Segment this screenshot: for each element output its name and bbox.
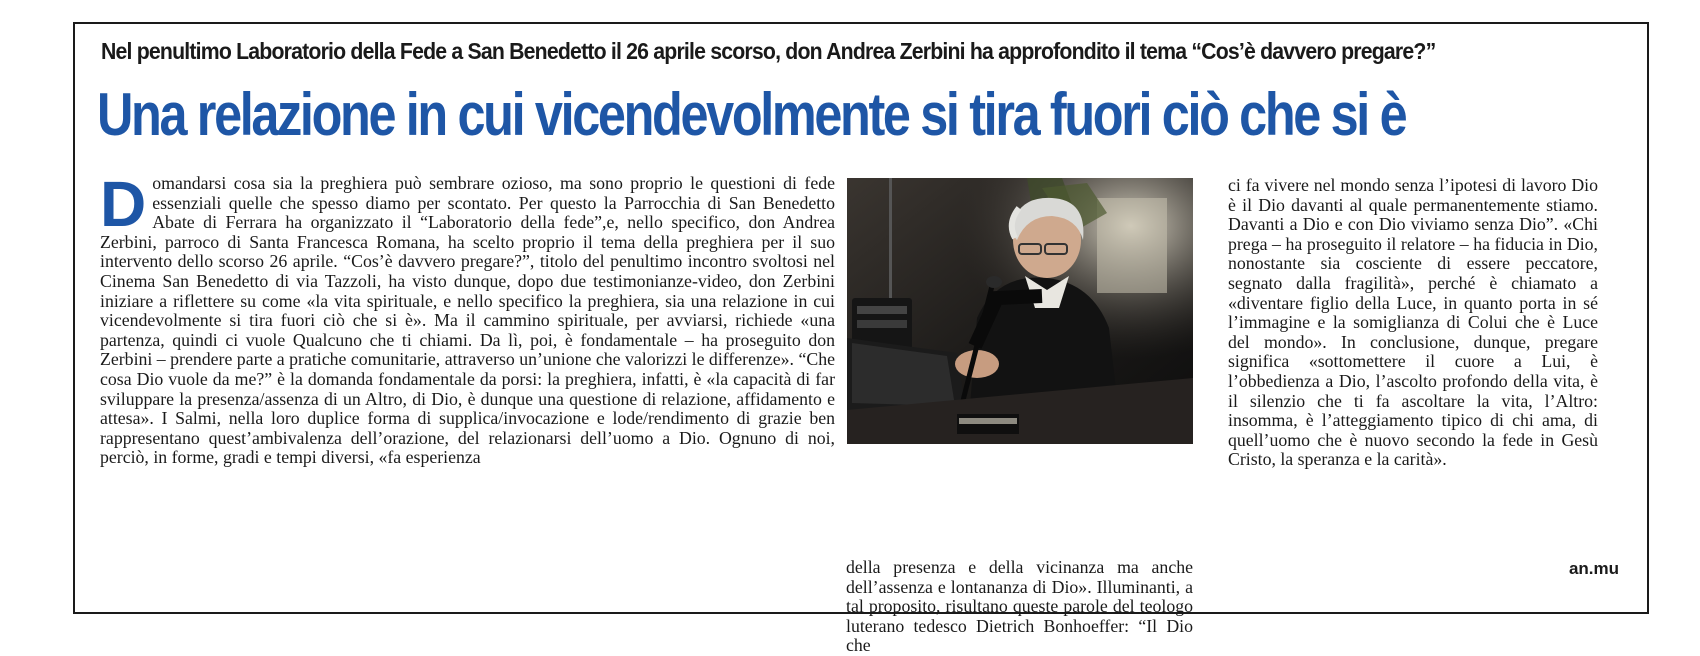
column-3-text: ci fa vivere nel mondo senza l’ipotesi di lavoro Dio è il Dio davanti al quale permanentemente stiamo. Davanti a Dio e con Dio viviamo senza Dio”. «Chi prega – ha proseguito il relatore – ha fiducia in Dio, nonostante sia cosciente di essere peccatore, segnato dalla fragilità», perché è chiamato a «diventare figlio della Luce, in quanto porta in sé l’immagine e la somiglianza di Colui che è Luce del mondo». In conclusione, dunque, pregare significa «sottomettere il cuore a Lui, è l’obbedienza a Dio, l’ascolto profondo della vita, è il silenzio che ti fa ascoltare la vita, l’Altro: insomma, è l’atteggiamento tipico di chi ama, di quell’uomo che è nuovo secondo la fede in Gesù Cristo, la speranza e la carità».: [1228, 175, 1598, 470]
speaker-photo-image: [847, 178, 1193, 444]
column-1-text: omandarsi cosa sia la preghiera può sembrare ozioso, ma sono proprio le questioni di fede essenziali quelle che spesso diamo per scontato. Per questo la Parrocchia di San Benedetto Abate di Ferrara ha organizzato il “Laboratorio della fede”,e, nello specifico, don Andrea Zerbini, parroco di Santa Francesca Romana, ha scelto proprio il tema della preghiera per il suo intervento dello scorso 26 aprile. “Cos’è davvero pregare?”, titolo del penultimo incontro svoltosi nel Cinema San Benedetto di via Tazzoli, ha visto dunque, dopo due testimonianze-video, don Zerbini iniziare a riflettere su come «la vita spirituale, e nello specifico la preghiera, sia una relazione in cui vicendevolmente si tira fuori ciò che si è». Ma il cammino spirituale, per avviarsi, richiede «una partenza, quindi ci vuole Qualcuno che ti chiami. Da lì, poi, è fondamentale – ha proseguito don Zerbini – prendere parte a pratiche comunitarie, attraverso un’unione che valorizzi le differenze». “Che cosa Dio vuole da me?” è la domanda fondamentale da porsi: la preghiera, infatti, è «la capacità di far sviluppare la presenza/assenza di un Altro, di Dio, è dunque una questione di relazione, affidamento e attesa». I Salmi, nella loro duplice forma di supplica/invocazione e lode/rendimento di grazie ben rappresentano quest’ambivalenza dell’orazione, del relazionarsi dell’uomo a Dio. Ognuno di noi, perciò, in forme, gradi e tempi diversi, «fa esperienza: [100, 173, 835, 468]
article-headline: Una relazione in cui vicendevolmente si tira fuori ciò che si è: [97, 81, 1406, 148]
article-column-1: [100, 168, 835, 468]
column-1-paragraph: [100, 168, 835, 468]
article-column-2: [846, 558, 1193, 656]
speaker-photo: [847, 178, 1193, 444]
author-signature: an.mu: [1568, 559, 1619, 578]
article-kicker: Nel penultimo Laboratorio della Fede a San Benedetto il 26 aprile scorso, don Andrea Zerbini ha approfondito il tema “Cos’è davvero pregare?”: [101, 38, 1436, 64]
column-2-text: della presenza e della vicinanza ma anche dell’assenza e lontananza di Dio». Illuminanti, a tal proposito, risultano queste parole del teologo luterano tedesco Dietrich Bonhoeffer: “Il Dio che: [846, 557, 1193, 656]
article-frame: [73, 22, 1649, 656]
article-column-3: [1228, 176, 1598, 470]
drop-cap: D: [100, 168, 147, 240]
